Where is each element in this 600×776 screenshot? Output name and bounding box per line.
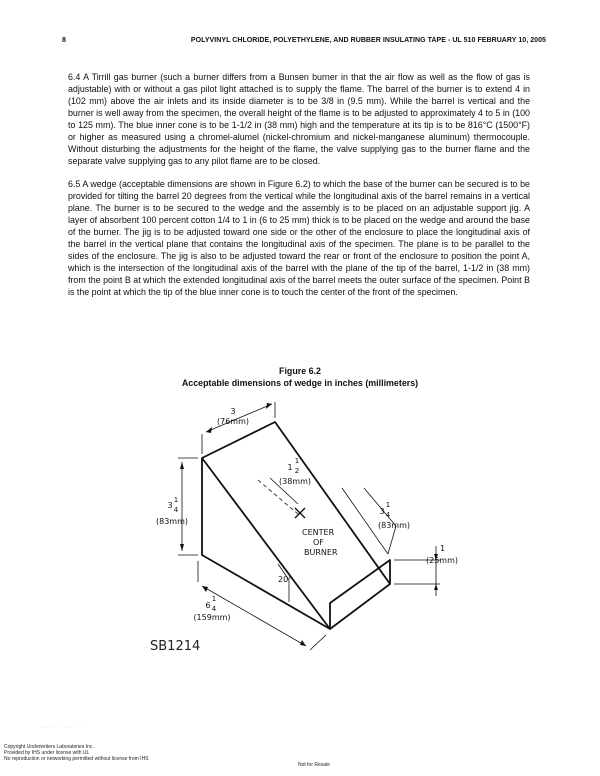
dim-base-mm: (159mm) <box>193 613 231 622</box>
drawing-code: SB1214 <box>150 639 201 654</box>
paragraph-6-5: 6.5 A wedge (acceptable dimensions are shown in Figure 6.2) to which the base of the burner can be secured is to be provided for tilting the barrel 20 degrees from the vertical while the longitudinal axis of the barrel remains in a vertical plane. The burner is to be secured to the wedge and the assembly is to be placed on an adjustable support jig. A layer of absorbent 100 percent cotton 1/4 to 1 in (6 to 25 mm) thick is to be placed on the wedge and around the base of the burner. The jig is to be adjusted toward one side or the other of the enclosure to place the longitudinal axis of the barrel in the vertical plane that contains the longitudinal axis of the specimen. The plane is to be parallel to the sides of the enclosure. The jig is also to be adjusted toward the rear or front of the enclosure to position the point A, which is the intersection of the longitudinal axis of the barrel with the plane of the tip of the barrel, 1-1/2 in (38 mm) from the point B at which the extended longitudinal axis of the barrel meets the outer surface of the specimen. Point B is the point at which the tip of the blue inner cone is to touch the center of the front of the specimen. <box>68 179 530 297</box>
dim-top-mm: (76mm) <box>216 417 250 426</box>
dim-base-whole: 6 <box>205 601 211 610</box>
dim-cone-whole: 1 <box>287 463 293 472</box>
center-label-1: CENTER <box>302 528 335 537</box>
dim-angle: 20° <box>278 575 293 584</box>
dim-thick-whole: 1 <box>440 544 446 553</box>
dim-top-whole: 3 <box>230 407 236 416</box>
center-label-3: BURNER <box>304 548 338 557</box>
center-label-2: OF <box>313 538 324 547</box>
paragraph-6-4: 6.4 A Tirrill gas burner (such a burner differs from a Bunsen burner in that the air flow as well as the flow of gas is adjustable) with or without a gas pilot light attached is to supply the flame. The barrel of the burner is to extend 4 in (102 mm) above the air inlets and its inside diameter is to be 3/8 in (9.5 mm). While the barrel is vertical and the burner is well away from the specimen, the overall height of the flame is to be adjusted to approximately 4 to 5 in (100 to 125 mm). The blue inner cone is to be 1-1/2 in (38 mm) high and the temperature at its tip is to be 816°C (1500°F) or higher as measured using a chromel-alumel (nickel-chromium and nickel-manganese aluminum) thermocouple. Without disturbing the adjustments for the height of the flame, the valve supplying gas to the burner flame and the separate valve supplying gas to any pilot flame are to be closed. <box>68 72 530 166</box>
dim-thick-mm: (25mm) <box>426 556 459 565</box>
dim-height-mm: (83mm) <box>155 517 189 526</box>
wedge-outline <box>202 422 390 629</box>
dim-height-whole: 3 <box>167 501 173 510</box>
dim-cone-mm: (38mm) <box>278 477 312 486</box>
dim-slope-mm: (83mm) <box>377 521 411 530</box>
figure-number: Figure 6.2 <box>279 366 321 376</box>
footer-line-3: No reproduction or networking permitted without license from IHS <box>4 756 149 762</box>
dim-base-den: 4 <box>211 605 217 613</box>
dim-slope-den: 4 <box>385 511 391 519</box>
wedge-drawing <box>150 396 470 676</box>
dim-slope-num: 1 <box>385 501 391 509</box>
footer-resale: Not for Resale <box>298 762 330 768</box>
footer-line-1: Copyright Underwriters Laboratories Inc. <box>4 744 94 750</box>
dim-height-num: 1 <box>173 496 179 504</box>
scan-dots: · · · · · · · · · <box>40 725 84 731</box>
figure-caption-text: Acceptable dimensions of wedge in inches (millimeters) <box>181 378 419 388</box>
dim-height-den: 4 <box>173 506 179 514</box>
dim-cone-den: 2 <box>294 467 300 475</box>
page-number: 8 <box>62 37 66 44</box>
page-header <box>62 37 546 49</box>
dim-cone-num: 1 <box>294 457 300 465</box>
dim-slope-whole: 3 <box>379 507 385 516</box>
header-title: POLYVINYL CHLORIDE, POLYETHYLENE, AND RUBBER INSULATING TAPE - UL 510 FEBRUARY 10, 2005 <box>190 37 546 44</box>
footer-line-2: Provided by IHS under license with UL <box>4 750 90 756</box>
dim-base-num: 1 <box>211 595 217 603</box>
figure-caption <box>0 365 600 389</box>
